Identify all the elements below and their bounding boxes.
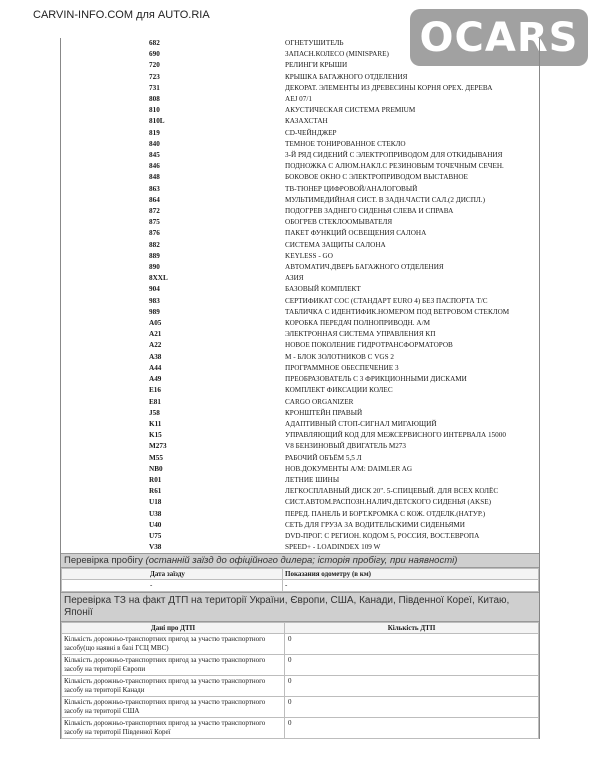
option-description: БАЗОВЫЙ КОМПЛЕКТ	[285, 285, 361, 294]
option-row	[61, 105, 539, 116]
option-code: M273	[149, 442, 167, 451]
dtp-count-value: 0	[285, 718, 539, 739]
option-code: 720	[149, 61, 160, 70]
option-row	[61, 284, 539, 295]
option-code: 845	[149, 151, 160, 160]
option-code: E81	[149, 397, 161, 406]
dtp-row	[62, 676, 539, 697]
option-row	[61, 228, 539, 239]
mileage-odometer-value: -	[283, 580, 539, 592]
option-description: 3-Й РЯД СИДЕНИЙ С ЭЛЕКТРОПРИВОДОМ ДЛЯ ОТКИДЫВАНИЯ	[285, 151, 503, 160]
option-row	[61, 520, 539, 531]
option-row	[61, 262, 539, 273]
option-row	[61, 486, 539, 497]
option-row	[61, 49, 539, 60]
option-description: АЗИЯ	[285, 274, 304, 283]
option-description: СЕРТИФИКАТ СОС (СТАНДАРТ EURO 4) БЕЗ ПАСПОРТА Т/С	[285, 296, 488, 305]
option-row	[61, 318, 539, 329]
option-description: БОКОВОЕ ОКНО С ЭЛЕКТРОПРИВОДОМ ВЫСТАВНОЕ	[285, 173, 468, 182]
option-code: 808	[149, 95, 160, 104]
option-description: KEYLESS - GO	[285, 251, 333, 260]
option-description: ОГНЕТУШИТЕЛЬ	[285, 39, 344, 47]
option-row	[61, 206, 539, 217]
option-code: 989	[149, 307, 160, 316]
option-description: ЛЕГКОСПЛАВНЫЙ ДИСК 20". 5-СПИЦЕВЫЙ. ДЛЯ ВСЕХ КОЛЁС	[285, 487, 499, 496]
option-code: 875	[149, 218, 160, 227]
dtp-row	[62, 655, 539, 676]
option-description: РАБОЧИЙ ОБЪЁМ 5,5 Л	[285, 453, 362, 462]
option-code: K11	[149, 419, 162, 428]
option-row	[61, 441, 539, 452]
mileage-note: (останній заїзд до офіційного дилера; історія пробігу, при наявності)	[145, 555, 458, 567]
option-code: 846	[149, 162, 160, 171]
option-description: СИСТ.АВТОМ.РАСПОЗН.НАЛИЧ.ДЕТСКОГО СИДЕНЬЯ (AKSE)	[285, 498, 492, 507]
option-row	[61, 60, 539, 71]
options-table	[61, 38, 539, 553]
dtp-row	[62, 697, 539, 718]
option-description: МУЛЬТИМЕДИЙНАЯ СИСТ. В ЗАДН.ЧАСТИ САЛ.(2 ДИСПЛ.)	[285, 195, 485, 204]
option-code: NB0	[149, 464, 163, 473]
option-row	[61, 374, 539, 385]
option-code: 8XXL	[149, 274, 168, 283]
option-code: 682	[149, 39, 160, 47]
option-code: 690	[149, 50, 160, 59]
option-row	[61, 240, 539, 251]
option-description: ПАКЕТ ФУНКЦИЙ ОСВЕЩЕНИЯ САЛОНА	[285, 229, 427, 238]
option-code: A05	[149, 319, 162, 328]
option-code: 863	[149, 184, 160, 193]
dtp-table	[61, 622, 539, 739]
option-description: AEJ 07/1	[285, 95, 312, 104]
option-description: DVD-ПРОГ. С РЕГИОН. КОДОМ 5, РОССИЯ, ВОСТ.ЕВРОПА	[285, 531, 480, 540]
option-code: A21	[149, 330, 162, 339]
option-description: КАЗАХСТАН	[285, 117, 328, 126]
option-description: АДАПТИВНЫЙ СТОП-СИГНАЛ МИГАЮЩИЙ	[285, 419, 437, 428]
option-description: АКУСТИЧЕСКАЯ СИСТЕМА PREMIUM	[285, 106, 416, 115]
option-row	[61, 475, 539, 486]
option-description: ЗАПАСН.КОЛЕСО (MINISPARE)	[285, 50, 389, 59]
option-description: ТВ-ТЮНЕР ЦИФРОВОЙ/АНАЛОГОВЫЙ	[285, 184, 418, 193]
option-description: CD-ЧЕЙНДЖЕР	[285, 128, 337, 137]
option-row	[61, 273, 539, 284]
source-label: CARVIN-INFO.COM для AUTO.RIA	[33, 9, 210, 21]
option-description: СЕТЬ ДЛЯ ГРУЗА ЗА ВОДИТЕЛЬСКИМИ СИДЕНЬЯМИ	[285, 520, 465, 529]
option-row	[61, 509, 539, 520]
option-row	[61, 195, 539, 206]
option-code: 983	[149, 296, 160, 305]
option-code: A22	[149, 341, 162, 350]
option-description: ПЕРЕД. ПАНЕЛЬ И БОРТ.КРОМКА С КОЖ. ОТДЕЛК.(НАТУР.)	[285, 509, 486, 518]
mileage-col-date: Дата заїзду	[62, 569, 283, 580]
option-code: V38	[149, 543, 162, 552]
option-code: A38	[149, 352, 162, 361]
option-row	[61, 296, 539, 307]
option-code: A49	[149, 375, 162, 384]
option-code: 876	[149, 229, 160, 238]
option-description: ОБОГРЕВ СТЕКЛООМЫВАТЕЛЯ	[285, 218, 393, 227]
dtp-count-value: 0	[285, 634, 539, 655]
option-row	[61, 172, 539, 183]
option-row	[61, 430, 539, 441]
dtp-col-count: Кількість ДТП	[285, 623, 539, 634]
option-code: 882	[149, 240, 160, 249]
option-code: U38	[149, 509, 162, 518]
dtp-row	[62, 634, 539, 655]
dtp-question: Кількість дорожньо-транспортних пригод за участю транспортного засобу на території США	[62, 697, 285, 718]
option-row	[61, 542, 539, 553]
option-code: U75	[149, 531, 162, 540]
mileage-table	[61, 568, 539, 592]
option-description: КОМПЛЕКТ ФИКСАЦИИ КОЛЕС	[285, 386, 393, 395]
option-code: 889	[149, 251, 160, 260]
option-row	[61, 329, 539, 340]
dtp-row	[62, 718, 539, 739]
option-description: V8 БЕНЗИНОВЫЙ ДВИГАТЕЛЬ M273	[285, 442, 406, 451]
dtp-count-value: 0	[285, 655, 539, 676]
option-code: M55	[149, 453, 163, 462]
option-description: ТАБЛИЧКА С ИДЕНТИФИК.НОМЕРОМ ПОД ВЕТРОВОМ СТЕКЛОМ	[285, 307, 510, 316]
option-code: R01	[149, 475, 162, 484]
option-row	[61, 397, 539, 408]
option-description: ЛЕТНИЕ ШИНЫ	[285, 475, 340, 484]
option-code: 731	[149, 83, 160, 92]
option-description: ТЕМНОЕ ТОНИРОВАННОЕ СТЕКЛО	[285, 139, 406, 148]
dtp-question: Кількість дорожньо-транспортних пригод за участю транспортного засобу на території Південної Кореї	[62, 718, 285, 739]
option-description: ПОДНОЖКА С АЛЮМ.НАКЛ.С РЕЗИНОВЫМ ТОЧЕЧНЫМ СЕЧЕН.	[285, 162, 504, 171]
dtp-col-data: Дані про ДТП	[62, 623, 285, 634]
option-description: КРЫШКА БАГАЖНОГО ОТДЕЛЕНИЯ	[285, 72, 408, 81]
option-description: ЭЛЕКТРОННАЯ СИСТЕМА УПРАВЛЕНИЯ КП	[285, 330, 436, 339]
option-row	[61, 531, 539, 542]
option-row	[61, 408, 539, 419]
dtp-question: Кількість дорожньо-транспортних пригод за участю транспортного засобу на території Канади	[62, 676, 285, 697]
dtp-question: Кількість дорожньо-транспортних пригод за участю транспортного засобу на території Європи	[62, 655, 285, 676]
option-row	[61, 352, 539, 363]
option-code: R61	[149, 487, 162, 496]
option-row	[61, 72, 539, 83]
option-code: K15	[149, 431, 162, 440]
option-row	[61, 497, 539, 508]
option-code: 890	[149, 263, 160, 272]
option-row	[61, 453, 539, 464]
option-row	[61, 385, 539, 396]
option-code: U40	[149, 520, 162, 529]
option-row	[61, 83, 539, 94]
option-code: 810	[149, 106, 160, 115]
option-code: U18	[149, 498, 162, 507]
option-row	[61, 161, 539, 172]
option-row	[61, 38, 539, 49]
option-description: ПРОГРАММНОЕ ОБЕСПЕЧЕНИЕ 3	[285, 363, 399, 372]
option-description: ПРЕОБРАЗОВАТЕЛЬ С 3 ФРИКЦИОННЫМИ ДИСКАМИ	[285, 375, 467, 384]
mileage-title: Перевірка пробігу	[64, 555, 143, 567]
option-description: УПРАВЛЯЮЩИЙ КОД ДЛЯ МЕЖСЕРВИСНОГО ИНТЕРВАЛА 15000	[285, 431, 506, 440]
dtp-section-header: Перевірка ТЗ на факт ДТП на території України, Європи, США, Канади, Південної Кореї, Китаю, Японії	[61, 592, 539, 622]
option-code: 810L	[149, 117, 165, 126]
option-row	[61, 217, 539, 228]
option-row	[61, 251, 539, 262]
option-description: АВТОМАТИЧ.ДВЕРЬ БАГАЖНОГО ОТДЕЛЕНИЯ	[285, 263, 444, 272]
option-code: 723	[149, 72, 160, 81]
dtp-count-value: 0	[285, 676, 539, 697]
mileage-date-value: -	[62, 580, 283, 592]
mileage-col-odometer: Показания одометру (в км)	[283, 569, 539, 580]
option-description: SPEED+ - LOADINDEX 109 W	[285, 543, 381, 552]
option-code: E16	[149, 386, 161, 395]
option-code: A44	[149, 363, 162, 372]
option-description: НОВ.ДОКУМЕНТЫ А/М: DAIMLER AG	[285, 464, 413, 473]
option-row	[61, 139, 539, 150]
option-description: СИСТЕМА ЗАЩИТЫ САЛОНА	[285, 240, 386, 249]
option-row	[61, 184, 539, 195]
option-row	[61, 94, 539, 105]
option-row	[61, 116, 539, 127]
option-row	[61, 128, 539, 139]
dtp-question: Кількість дорожньо-транспортних пригод за участю транспортного засобу(що наявні в базі ГСЦ МВС)	[62, 634, 285, 655]
document-body	[60, 38, 540, 739]
option-description: ДЕКОРАТ. ЭЛЕМЕНТЫ ИЗ ДРЕВЕСИНЫ КОРНЯ ОРЕХ. ДЕРЕВА	[285, 83, 493, 92]
option-row	[61, 464, 539, 475]
option-description: CARGO ORGANIZER	[285, 397, 354, 406]
option-row	[61, 419, 539, 430]
option-description: РЕЛИНГИ КРЫШИ	[285, 61, 348, 70]
option-row	[61, 307, 539, 318]
option-code: 872	[149, 207, 160, 216]
option-description: M - БЛОК ЗОЛОТНИКОВ С VGS 2	[285, 352, 395, 361]
option-description: НОВОЕ ПОКОЛЕНИЕ ГИДРОТРАНСФОРМАТОРОВ	[285, 341, 453, 350]
option-code: 864	[149, 195, 160, 204]
option-code: 840	[149, 139, 160, 148]
option-code: 819	[149, 128, 160, 137]
option-description: КРОНШТЕЙН ПРАВЫЙ	[285, 408, 363, 417]
option-row	[61, 150, 539, 161]
ocars-logo: OCARS	[410, 9, 588, 66]
option-code: 904	[149, 285, 160, 294]
option-row	[61, 363, 539, 374]
option-code: 848	[149, 173, 160, 182]
option-code: J58	[149, 408, 160, 417]
option-description: ПОДОГРЕВ ЗАДНЕГО СИДЕНЬЯ СЛЕВА И СПРАВА	[285, 207, 454, 216]
mileage-section-header	[61, 553, 539, 568]
dtp-count-value: 0	[285, 697, 539, 718]
option-description: КОРОБКА ПЕРЕДАЧ ПОЛНОПРИВОДН. А/М	[285, 319, 430, 328]
option-row	[61, 340, 539, 351]
